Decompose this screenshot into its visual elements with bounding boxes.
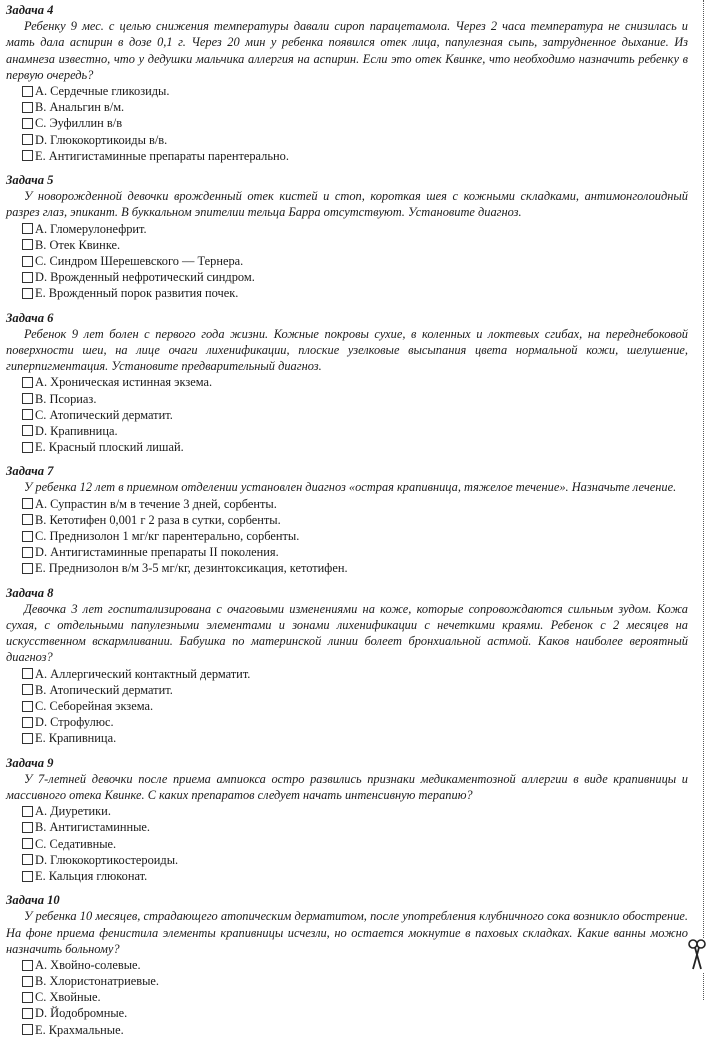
answer-option[interactable] bbox=[6, 439, 688, 455]
answer-option-label: A. Аллергический контактный дерматит. bbox=[35, 666, 251, 681]
task-title: Задача 9 bbox=[6, 755, 54, 770]
answer-option[interactable] bbox=[6, 560, 688, 576]
answer-options bbox=[6, 221, 688, 302]
cut-line bbox=[703, 0, 704, 1000]
answer-option[interactable] bbox=[6, 682, 688, 698]
answer-option[interactable] bbox=[6, 132, 688, 148]
task-section bbox=[6, 310, 688, 456]
answer-option-label: B. Антигистаминные. bbox=[35, 820, 151, 835]
checkbox-icon[interactable] bbox=[22, 822, 33, 833]
task-title: Задача 4 bbox=[6, 3, 54, 17]
answer-options bbox=[6, 666, 688, 747]
task-question: Ребенку 9 мес. с целью снижения температуры давали сироп парацетамола. Через 2 часа температура не снизилась и мать дала аспирин в дозе 0,1 г. Через 20 мин у ребенка появился отек лица, папулезная сыпь, затрудненное дыхание. Из анамнеза известно, что у дедушки мальчика аллергия на аспирин. Если это отек Квинке, что необходимо назначить ребенку в первую очередь? bbox=[6, 19, 688, 82]
checkbox-icon[interactable] bbox=[22, 86, 33, 97]
answer-option-label: D. Антигистаминные препараты II поколения. bbox=[35, 545, 279, 560]
answer-option[interactable] bbox=[6, 407, 688, 423]
task-section bbox=[6, 892, 688, 1038]
task-title: Задача 6 bbox=[6, 310, 54, 325]
checkbox-icon[interactable] bbox=[22, 854, 33, 865]
checkbox-icon[interactable] bbox=[22, 150, 33, 161]
answer-option-label: B. Кетотифен 0,001 г 2 раза в сутки, сорбенты. bbox=[35, 512, 281, 527]
answer-option-label: A. Хроническая истинная экзема. bbox=[35, 375, 213, 390]
task-question: У ребенка 12 лет в приемном отделении установлен диагноз «острая крапивница, тяжелое течение». Назначьте лечение. bbox=[24, 480, 677, 495]
checkbox-icon[interactable] bbox=[22, 425, 33, 436]
answer-option-label: D. Строфулюс. bbox=[35, 715, 114, 730]
checkbox-icon[interactable] bbox=[22, 377, 33, 388]
task-title: Задача 5 bbox=[6, 172, 54, 187]
answer-option-label: D. Крапивница. bbox=[35, 423, 118, 438]
answer-option[interactable] bbox=[6, 83, 688, 99]
answer-option-label: C. Седативные. bbox=[35, 836, 117, 851]
task-title: Задача 10 bbox=[6, 893, 60, 908]
answer-option-label: C. Синдром Шерешевского — Тернера. bbox=[35, 253, 244, 268]
answer-option[interactable] bbox=[6, 957, 688, 973]
task-title: Задача 8 bbox=[6, 585, 54, 600]
answer-option[interactable] bbox=[6, 544, 688, 560]
answer-option-label: B. Псориаз. bbox=[35, 391, 97, 406]
checkbox-icon[interactable] bbox=[22, 498, 33, 509]
answer-option-label: B. Анальгин в/м. bbox=[35, 100, 125, 115]
checkbox-icon[interactable] bbox=[22, 239, 33, 250]
checkbox-icon[interactable] bbox=[22, 1008, 33, 1019]
scissors-icon bbox=[686, 938, 708, 972]
answer-option-label: C. Себорейная экзема. bbox=[35, 698, 154, 713]
checkbox-icon[interactable] bbox=[22, 514, 33, 525]
task-section bbox=[6, 463, 688, 576]
checkbox-icon[interactable] bbox=[22, 531, 33, 542]
answer-option-label: C. Хвойные. bbox=[35, 990, 101, 1005]
checkbox-icon[interactable] bbox=[22, 223, 33, 234]
answer-option-label: C. Атопический дерматит. bbox=[35, 407, 173, 422]
answer-option[interactable] bbox=[6, 698, 688, 714]
checkbox-icon[interactable] bbox=[22, 102, 33, 113]
task-title: Задача 7 bbox=[6, 464, 54, 479]
checkbox-icon[interactable] bbox=[22, 563, 33, 574]
answer-options bbox=[6, 957, 688, 1038]
answer-option[interactable] bbox=[6, 512, 688, 528]
checkbox-icon[interactable] bbox=[22, 393, 33, 404]
answer-options bbox=[6, 374, 688, 455]
task-section bbox=[6, 755, 688, 885]
answer-option-label: E. Крапивница. bbox=[35, 731, 117, 746]
answer-option[interactable] bbox=[6, 496, 688, 512]
answer-option[interactable] bbox=[6, 253, 688, 269]
checkbox-icon[interactable] bbox=[22, 838, 33, 849]
answer-option[interactable] bbox=[6, 868, 688, 884]
checkbox-icon[interactable] bbox=[22, 1024, 33, 1035]
answer-option-label: A. Супрастин в/м в течение 3 дней, сорбенты. bbox=[35, 496, 277, 511]
answer-option[interactable] bbox=[6, 269, 688, 285]
answer-option[interactable] bbox=[6, 115, 688, 131]
checkbox-icon[interactable] bbox=[22, 547, 33, 558]
answer-option[interactable] bbox=[6, 423, 688, 439]
answer-option-label: E. Врожденный порок развития почек. bbox=[35, 286, 239, 301]
answer-option-label: A. Хвойно-солевые. bbox=[35, 957, 141, 972]
checkbox-icon[interactable] bbox=[22, 684, 33, 695]
task-question: У 7-летней девочки после приема ампиокса остро развились признаки медикаментозной аллергии в виде крапивницы и массивного отека Квинке. С каких препаратов следует начать интенсивную терапию? bbox=[6, 771, 688, 802]
answer-option[interactable] bbox=[6, 666, 688, 682]
answer-option-label: C. Преднизолон 1 мг/кг парентерально, сорбенты. bbox=[35, 529, 300, 544]
answer-option[interactable] bbox=[6, 391, 688, 407]
answer-option-label: E. Антигистаминные препараты парентерально. bbox=[35, 148, 289, 163]
answer-options bbox=[6, 496, 688, 577]
answer-option-label: D. Глюкокортикостероиды. bbox=[35, 852, 179, 867]
answer-option[interactable] bbox=[6, 221, 688, 237]
answer-option-label: E. Красный плоский лишай. bbox=[35, 440, 184, 455]
answer-option[interactable] bbox=[6, 374, 688, 390]
task-section bbox=[6, 172, 688, 302]
answer-option-label: D. Врожденный нефротический синдром. bbox=[35, 270, 255, 285]
answer-option-label: A. Сердечные гликозиды. bbox=[35, 84, 170, 99]
answer-option-label: D. Йодобромные. bbox=[35, 1006, 128, 1021]
task-question: Девочка 3 лет госпитализирована с очаговыми изменениями на коже, которые сопровождаются сильным зудом. Кожа сухая, с отдельными папулезными элементами и зонами лихенификации с нечеткими краями. Ребенок с 2 месяцев на искусственном вскармливании. Бабушка по материнской линии болеет бронхиальной астмой. Каков наиболее вероятный диагноз? bbox=[6, 601, 688, 665]
answer-option[interactable] bbox=[6, 819, 688, 835]
answer-option[interactable] bbox=[6, 285, 688, 301]
task-question: Ребенок 9 лет болен с первого года жизни. Кожные покровы сухие, в коленных и локтевых сгибах, на переднебоковой поверхности шеи, на лице очаги лихенификации, плоские узелковые высыпания цвета нормальной кожи, шелушение, гиперпигментация. Установите предварительный диагноз. bbox=[6, 326, 688, 374]
checkbox-icon[interactable] bbox=[22, 288, 33, 299]
checkbox-icon[interactable] bbox=[22, 992, 33, 1003]
checkbox-icon[interactable] bbox=[22, 409, 33, 420]
answer-option-label: D. Глюкокортикоиды в/в. bbox=[35, 132, 168, 147]
task-section bbox=[6, 2, 688, 164]
answer-option-label: A. Диуретики. bbox=[35, 804, 111, 819]
answer-option[interactable] bbox=[6, 1005, 688, 1021]
checkbox-icon[interactable] bbox=[22, 717, 33, 728]
document-page bbox=[6, 2, 688, 1046]
answer-options bbox=[6, 803, 688, 884]
checkbox-icon[interactable] bbox=[22, 134, 33, 145]
answer-option-label: A. Гломерулонефрит. bbox=[35, 221, 147, 236]
answer-options bbox=[6, 83, 688, 164]
answer-option[interactable] bbox=[6, 148, 688, 164]
answer-option[interactable] bbox=[6, 836, 688, 852]
answer-option-label: E. Кальция глюконат. bbox=[35, 868, 148, 883]
task-section bbox=[6, 585, 688, 747]
answer-option[interactable] bbox=[6, 714, 688, 730]
checkbox-icon[interactable] bbox=[22, 976, 33, 987]
checkbox-icon[interactable] bbox=[22, 733, 33, 744]
checkbox-icon[interactable] bbox=[22, 118, 33, 129]
task-question: У ребенка 10 месяцев, страдающего атопическим дерматитом, после употребления клубничного сока возникло обострение. На фоне приема фенистила элементы крапивницы исчезли, но остается мокнутие в паховых складках. Какие ванны можно назначить больному? bbox=[6, 909, 688, 956]
answer-option[interactable] bbox=[6, 989, 688, 1005]
checkbox-icon[interactable] bbox=[22, 960, 33, 971]
answer-option-label: E. Крахмальные. bbox=[35, 1022, 124, 1037]
checkbox-icon[interactable] bbox=[22, 272, 33, 283]
answer-option-label: B. Отек Квинке. bbox=[35, 237, 121, 252]
checkbox-icon[interactable] bbox=[22, 442, 33, 453]
answer-option-label: B. Хлористонатриевые. bbox=[35, 974, 160, 989]
answer-option[interactable] bbox=[6, 237, 688, 253]
answer-option[interactable] bbox=[6, 730, 688, 746]
answer-option-label: E. Преднизолон в/м 3-5 мг/кг, дезинтоксикация, кетотифен. bbox=[35, 561, 348, 576]
checkbox-icon[interactable] bbox=[22, 806, 33, 817]
checkbox-icon[interactable] bbox=[22, 701, 33, 712]
answer-option[interactable] bbox=[6, 99, 688, 115]
answer-option[interactable] bbox=[6, 528, 688, 544]
answer-option[interactable] bbox=[6, 852, 688, 868]
answer-option[interactable] bbox=[6, 1022, 688, 1038]
checkbox-icon[interactable] bbox=[22, 871, 33, 882]
answer-option[interactable] bbox=[6, 803, 688, 819]
checkbox-icon[interactable] bbox=[22, 668, 33, 679]
answer-option-label: B. Атопический дерматит. bbox=[35, 682, 173, 697]
answer-option-label: C. Эуфиллин в/в bbox=[35, 116, 123, 131]
checkbox-icon[interactable] bbox=[22, 256, 33, 267]
task-question: У новорожденной девочки врожденный отек кистей и стоп, короткая шея с кожными складками, антимонголоидный разрез глаз, эпикант. В буккальном эпителии тельца Барра отсутствуют. Установите диагноз. bbox=[6, 189, 688, 220]
answer-option[interactable] bbox=[6, 973, 688, 989]
